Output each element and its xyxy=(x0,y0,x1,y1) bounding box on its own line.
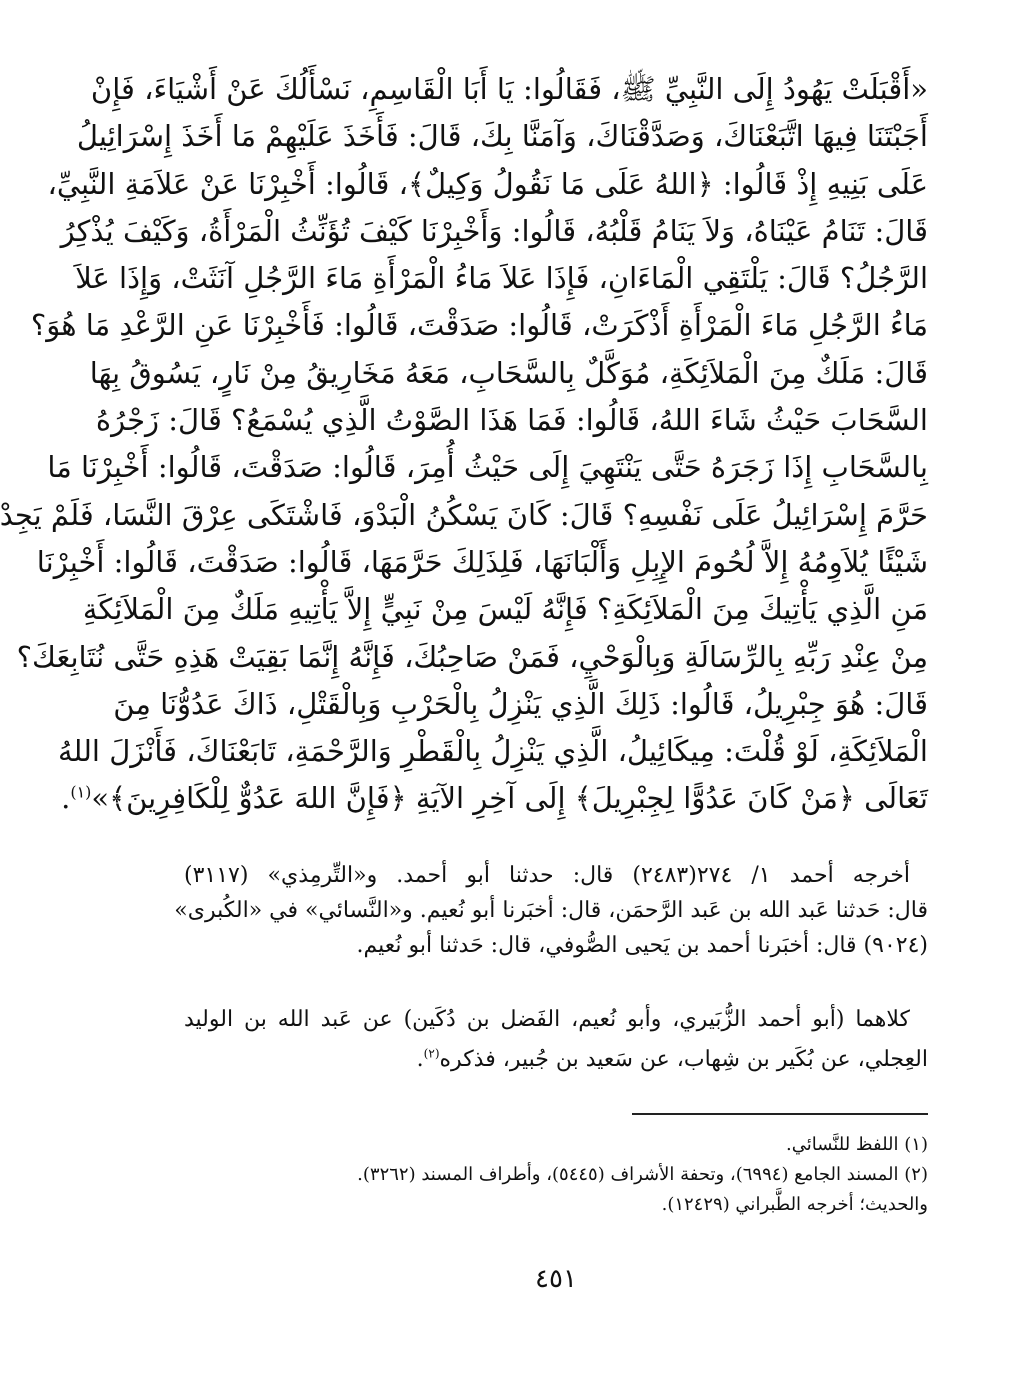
takhrij-line-2: قال: حَدثنا عَبد الله بن عَبد الرَّحمَن، قال: أخبَرنا أبو نُعيم. و«النَّسائي» في «الكُبرى» xyxy=(174,898,928,923)
hadith-line-12: مَنِ الَّذِي يَأْتِيكَ مِنَ الْمَلاَئِكَةِ؟ فَإِنَّهُ لَيْسَ مِنْ نَبِيٍّ إِلاَّ يَأْتِيهِ مَلَكٌ مِنَ الْمَلاَئِكَةِ xyxy=(82,592,928,627)
hadith-line-11: شَيْئًا يُلاَوِمُهُ إِلاَّ لُحُومَ الإِبِلِ وَأَلْبَانَهَا، فَلِذَلِكَ حَرَّمَهَا، قَالُوا: صَدَقْتَ، قَالُوا: أَخْبِرْنَا xyxy=(36,544,928,579)
hadith-line-5: الرَّجُلُ؟ قَالَ: يَلْتَقِي الْمَاءَانِ، فَإِذَا عَلاَ مَاءُ الْمَرْأَةِ مَاءَ الرَّجُلِ آنَثَتْ، وَإِذَا عَلاَ xyxy=(75,261,928,296)
footnote-ref-1[interactable]: (١) xyxy=(70,782,92,802)
narration-line-1: كلاهما (أبو أحمد الزُّبَيري، وأبو نُعيم، الفَضل بن دُكَين) عن عَبد الله بن الوليد xyxy=(184,1007,910,1032)
hadith-line-8: السَّحَابَ حَيْثُ شَاءَ اللهُ، قَالُوا: فَمَا هَذَا الصَّوْتُ الَّذِي يُسْمَعُ؟ قَالَ: زَجْرُهُ xyxy=(95,403,928,438)
narration-line-2: العِجلي، عن بُكَير بن شِهاب، عن سَعيد بن جُبير، فذكره$^{(٢)}$. xyxy=(416,1046,928,1072)
hadith-line-3: عَلَى بَنِيهِ إِذْ قَالُوا: ﴿اللهُ عَلَى مَا نَقُولُ وَكِيلٌ﴾، قَالُوا: أَخْبِرْنَا عَنْ عَلاَمَةِ النَّبِيِّ، xyxy=(47,166,928,201)
hadith-line-15: الْمَلاَئِكَةِ، لَوْ قُلْتَ: مِيكَائِيلُ، الَّذِي يَنْزِلُ بِالْقَطْرِ وَالرَّحْمَةِ، تَابَعْنَاكَ، فَأَنْزَلَ اللهُ xyxy=(57,734,928,769)
footnote-ref-2[interactable]: (٢) xyxy=(423,1046,440,1061)
narration-line-2-text: العِجلي، عن بُكَير بن شِهاب، عن سَعيد بن جُبير، فذكره xyxy=(439,1047,928,1072)
hadith-line-10: حَرَّمَ إِسْرَائِيلُ عَلَى نَفْسِهِ؟ قَالَ: كَانَ يَسْكُنُ الْبَدْوَ، فَاشْتَكَى عِرْقَ النَّسَا، فَلَمْ يَجِدْ xyxy=(0,497,928,532)
hadith-line-2: أَجَبْتَنَا فِيهَا اتَّبَعْنَاكَ، وَصَدَّقْنَاكَ، وَآمَنَّا بِكَ، قَالَ: فَأَخَذَ عَلَيْهِمْ مَا أَخَذَ إِسْرَائِيلُ xyxy=(76,119,928,154)
footnote-2-continuation: والحديث؛ أخرجه الطَّبراني (١٢٤٢٩). xyxy=(661,1194,928,1215)
hadith-line-4: قَالَ: تَنَامُ عَيْنَاهُ، وَلاَ يَنَامُ قَلْبُهُ، قَالُوا: وَأَخْبِرْنَا كَيْفَ تُؤَنِّثُ الْمَرْأَةُ، وَكَيْفَ يُذْكِرُ xyxy=(60,213,928,248)
footnote-separator xyxy=(632,1113,928,1115)
hadith-line-16-text: تَعَالَى ﴿مَنْ كَانَ عَدُوًّا لِجِبْرِيلَ﴾ إِلَى آخِرِ الآيَةِ ﴿فَإِنَّ اللهَ عَدُوٌّ لِلْكَافِرِينَ﴾» xyxy=(91,781,928,816)
hadith-line-14: قَالَ: هُوَ جِبْرِيلُ، قَالُوا: ذَلِكَ الَّذِي يَنْزِلُ بِالْحَرْبِ وَبِالْقَتْلِ، ذَاكَ عَدُوُّنَا مِنَ xyxy=(113,686,928,721)
takhrij-paragraph xyxy=(174,858,928,963)
hadith-line-16: تَعَالَى ﴿مَنْ كَانَ عَدُوًّا لِجِبْرِيلَ﴾ إِلَى آخِرِ الآيَةِ ﴿فَإِنَّ اللهَ عَدُوٌّ لِلْكَافِرِينَ﴾»$^{(١)}$. xyxy=(61,781,928,816)
footnotes xyxy=(184,1130,928,1220)
hadith-text xyxy=(0,66,928,823)
footnote-1: (١) اللفظ للنَّسائي. xyxy=(786,1134,928,1155)
page-number: ٤٥١ xyxy=(535,1264,577,1294)
hadith-line-6: مَاءُ الرَّجُلِ مَاءَ الْمَرْأَةِ أَذْكَرَتْ، قَالُوا: صَدَقْتَ، قَالُوا: فَأَخْبِرْنَا عَنِ الرَّعْدِ مَا هُوَ؟ xyxy=(30,308,928,343)
hadith-line-9: بِالسَّحَابِ إِذَا زَجَرَهُ حَتَّى يَنْتَهِيَ إِلَى حَيْثُ أُمِرَ، قَالُوا: صَدَقْتَ، قَالُوا: أَخْبِرْنَا مَا xyxy=(47,450,928,485)
takhrij-line-1: أخرجه أحمد ١/ ٢٧٤(٢٤٨٣) قال: حدثنا أبو أحمد. و«التِّرمِذي» (٣١١٧) xyxy=(184,863,911,888)
hadith-line-1: «أَقْبَلَتْ يَهُودُ إِلَى النَّبِيِّ ﷺ، فَقَالُوا: يَا أَبَا الْقَاسِمِ، نَسْأَلُكَ عَنْ أَشْيَاءَ، فَإِنْ xyxy=(90,72,928,106)
footnote-2: (٢) المسند الجامع (٦٩٩٤)، وتحفة الأشراف (٥٤٤٥)، وأطراف المسند (٣٢٦٢). xyxy=(357,1164,928,1185)
hadith-line-7: قَالَ: مَلَكٌ مِنَ الْمَلاَئِكَةِ، مُوَكَّلٌ بِالسَّحَابِ، مَعَهُ مَخَارِيقُ مِنْ نَارٍ، يَسُوقُ بِهَا xyxy=(89,355,928,390)
hadith-line-13: مِنْ عِنْدِ رَبِّهِ بِالرِّسَالَةِ وَبِالْوَحْيِ، فَمَنْ صَاحِبُكَ، فَإِنَّهُ إِنَّمَا بَقِيَتْ هَذِهِ حَتَّى نُتَابِعَكَ؟ xyxy=(16,639,928,674)
takhrij-line-3: (٩٠٢٤) قال: أخبَرنا أحمد بن يَحيى الصُّوفي، قال: حَدثنا أبو نُعيم. xyxy=(356,933,928,958)
narration-paragraph xyxy=(184,1000,928,1080)
